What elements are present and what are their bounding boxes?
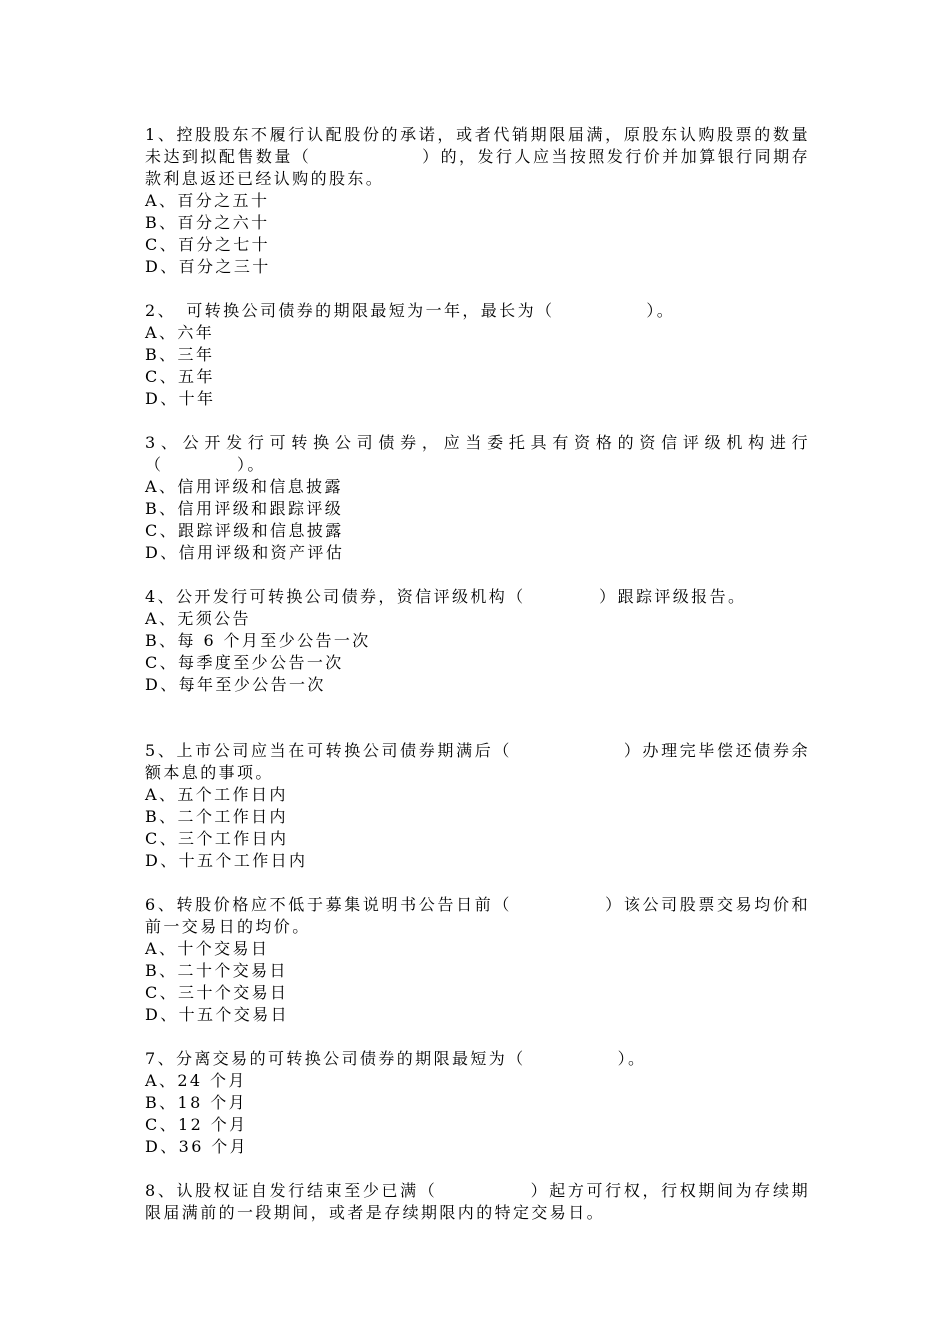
option-d: D、每年至少公告一次 (145, 675, 326, 694)
question-5 (145, 740, 810, 872)
option-b: B、三年 (145, 345, 215, 364)
spacer (145, 278, 810, 300)
option-d: D、信用评级和资产评估 (145, 543, 345, 562)
option-b: B、二个工作日内 (145, 807, 288, 826)
question-8 (145, 1180, 810, 1224)
question-6 (145, 894, 810, 1026)
spacer (145, 564, 810, 586)
option-a: A、24 个月 (145, 1071, 247, 1090)
option-d: D、十五个交易日 (145, 1005, 290, 1024)
option-a: A、五个工作日内 (145, 785, 288, 804)
option-c: C、跟踪评级和信息披露 (145, 521, 344, 540)
question-4 (145, 586, 810, 696)
option-b: B、18 个月 (145, 1093, 248, 1112)
question-stem: 1、控股股东不履行认配股份的承诺，或者代销期限届满，原股东认购股票的数量未达到拟配售数量（ ）的，发行人应当按照发行价并加算银行同期存款利息返还已经认购的股东。 (145, 125, 810, 188)
option-c: C、三个工作日内 (145, 829, 289, 848)
spacer (145, 872, 810, 894)
option-b: B、信用评级和跟踪评级 (145, 499, 344, 518)
option-b: B、每 6 个月至少公告一次 (145, 631, 371, 650)
question-stem: 4、公开发行可转换公司债券，资信评级机构（ ）跟踪评级报告。 (145, 587, 747, 606)
spacer (145, 1026, 810, 1048)
option-c: C、每季度至少公告一次 (145, 653, 344, 672)
question-7 (145, 1048, 810, 1158)
document-page (145, 124, 810, 1224)
question-stem: 3、公开发行可转换公司债券，应当委托具有资格的资信评级机构进行（ ）。 (145, 433, 810, 474)
option-c: C、三十个交易日 (145, 983, 289, 1002)
question-3 (145, 432, 810, 564)
spacer (145, 410, 810, 432)
option-c: C、12 个月 (145, 1115, 248, 1134)
option-a: A、信用评级和信息披露 (145, 477, 343, 496)
option-d: D、十五个工作日内 (145, 851, 308, 870)
question-stem: 6、转股价格应不低于募集说明书公告日前（ ）该公司股票交易均价和前一交易日的均价。 (145, 895, 810, 936)
question-stem: 8、认股权证自发行结束至少已满（ ）起方可行权，行权期间为存续期限届满前的一段期间，或者是存续期限内的特定交易日。 (145, 1181, 810, 1222)
option-b: B、百分之六十 (145, 213, 270, 232)
option-b: B、二十个交易日 (145, 961, 288, 980)
spacer (145, 696, 810, 740)
option-d: D、百分之三十 (145, 257, 271, 276)
question-2 (145, 300, 810, 410)
option-a: A、六年 (145, 323, 215, 342)
option-d: D、36 个月 (145, 1137, 249, 1156)
option-a: A、无须公告 (145, 609, 251, 628)
option-a: A、百分之五十 (145, 191, 270, 210)
option-c: C、五年 (145, 367, 215, 386)
option-c: C、百分之七十 (145, 235, 271, 254)
spacer (145, 1158, 810, 1180)
option-d: D、十年 (145, 389, 216, 408)
option-a: A、十个交易日 (145, 939, 270, 958)
question-1 (145, 124, 810, 278)
question-stem: 2、 可转换公司债券的期限最短为一年，最长为（ ）。 (145, 301, 676, 320)
question-stem: 5、上市公司应当在可转换公司债券期满后（ ）办理完毕偿还债券余额本息的事项。 (145, 741, 810, 782)
question-stem: 7、分离交易的可转换公司债券的期限最短为（ ）。 (145, 1049, 647, 1068)
